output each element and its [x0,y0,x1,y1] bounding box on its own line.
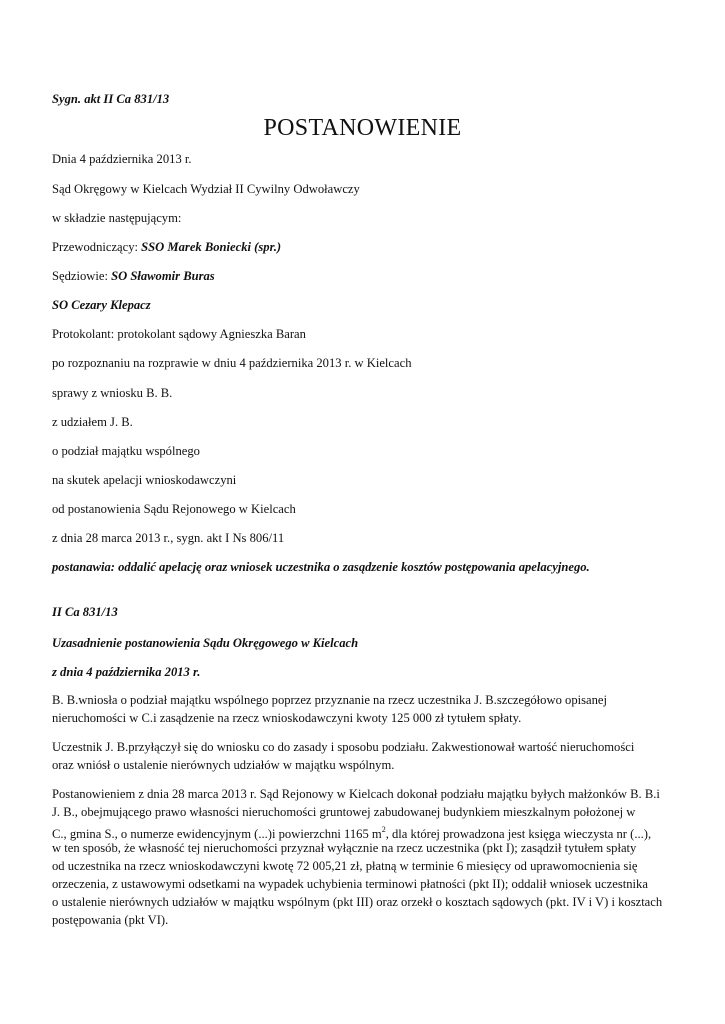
presiding-judge-label: Przewodniczący: [52,240,142,254]
justification-date: z dnia 4 października 2013 r. [52,665,201,679]
case-applicant: sprawy z wniosku B. B. [52,386,173,400]
court-name: Sąd Okręgowy w Kielcach Wydział II Cywilny Odwoławczy [52,182,360,196]
composition-intro: w składzie następującym: [52,211,182,225]
court-clerk: Protokolant: protokolant sądowy Agnieszka Baran [52,327,306,341]
case-participant: z udziałem J. B. [52,415,133,429]
paragraph-1-line-1: B. B.wniosła o podział majątku wspólnego poprzez przyznanie na rzecz uczestnika J. B.szczegółowo opisanej [52,693,607,707]
paragraph-3-line-6: orzeczenia, z ustawowymi odsetkami na wypadek uchybienia terminowi płatności (pkt II); oddalił wniosek uczestnika [52,877,648,891]
date-line: Dnia 4 października 2013 r. [52,152,192,166]
judge-1-name: SO Sławomir Buras [111,269,215,283]
paragraph-1-line-2: nieruchomości w C.i zasądzenie na rzecz wnioskodawczyni kwoty 125 000 zł tytułem spłaty. [52,711,522,725]
paragraph-3-line-1: Postanowieniem z dnia 28 marca 2013 r. Sąd Rejonowy w Kielcach dokonał podziału majątku byłych małżonków B. B.i [52,787,660,801]
ruling: postanawia: oddalić apelację oraz wniosek uczestnika o zasądzenie kosztów postępowania apelacyjnego. [52,560,590,574]
justification-title: Uzasadnienie postanowienia Sądu Okręgowego w Kielcach [52,636,359,650]
presiding-judge-name: SSO Marek Boniecki (spr.) [141,240,282,254]
case-subject: o podział majątku wspólnego [52,444,200,458]
paragraph-3-line-3-start: C., gmina S., o numerze ewidencyjnym (...)i powierzchni 1165 m [52,827,382,841]
paragraph-3-line-7: o ustalenie nierównych udziałów w majątku wspólnym (pkt III) oraz orzekł o kosztach sądowych (pkt. IV i V) i kosztach [52,895,663,909]
paragraph-2-line-2: oraz wniósł o ustalenie nierównych udziałów w majątku wspólnym. [52,758,395,772]
paragraph-3-line-3-end: , dla której prowadzona jest księga wieczysta nr (...), [385,827,652,841]
case-reference-2: II Ca 831/13 [52,605,118,619]
appeal-date-line: z dnia 28 marca 2013 r., sygn. akt I Ns 806/11 [52,531,285,545]
document-title: POSTANOWIENIE [263,115,462,141]
case-reference: Sygn. akt II Ca 831/13 [52,92,170,106]
paragraph-3-line-2: J. B., obejmującego prawo własności nieruchomości gruntowej zabudowanej budynkiem mieszkalnym położonej w [52,805,636,819]
judges-line [52,267,215,285]
paragraph-3-line-5: od uczestnika na rzecz wnioskodawczyni kwotę 72 005,21 zł, płatną w terminie 6 miesięcy od uprawomocnienia się [52,859,638,873]
presiding-judge-line [52,238,281,256]
appeal-line: na skutek apelacji wnioskodawczyni [52,473,237,487]
appeal-from-line: od postanowienia Sądu Rejonowego w Kielcach [52,502,296,516]
paragraph-3-line-8: postępowania (pkt VI). [52,913,169,927]
judge-2-name: SO Cezary Klepacz [52,298,151,312]
judges-label: Sędziowie: [52,269,112,283]
superscript-2: 2 [381,825,386,834]
paragraph-2-line-1: Uczestnik J. B.przyłączył się do wniosku co do zasady i sposobu podziału. Zakwestionował wartość nieruchomości [52,740,635,754]
hearing-line: po rozpoznaniu na rozprawie w dniu 4 października 2013 r. w Kielcach [52,356,412,370]
paragraph-3-line-4: w ten sposób, że własność tej nieruchomości przyznał wyłącznie na rzecz uczestnika (pkt I); zasądził tytułem spłaty [52,841,637,855]
